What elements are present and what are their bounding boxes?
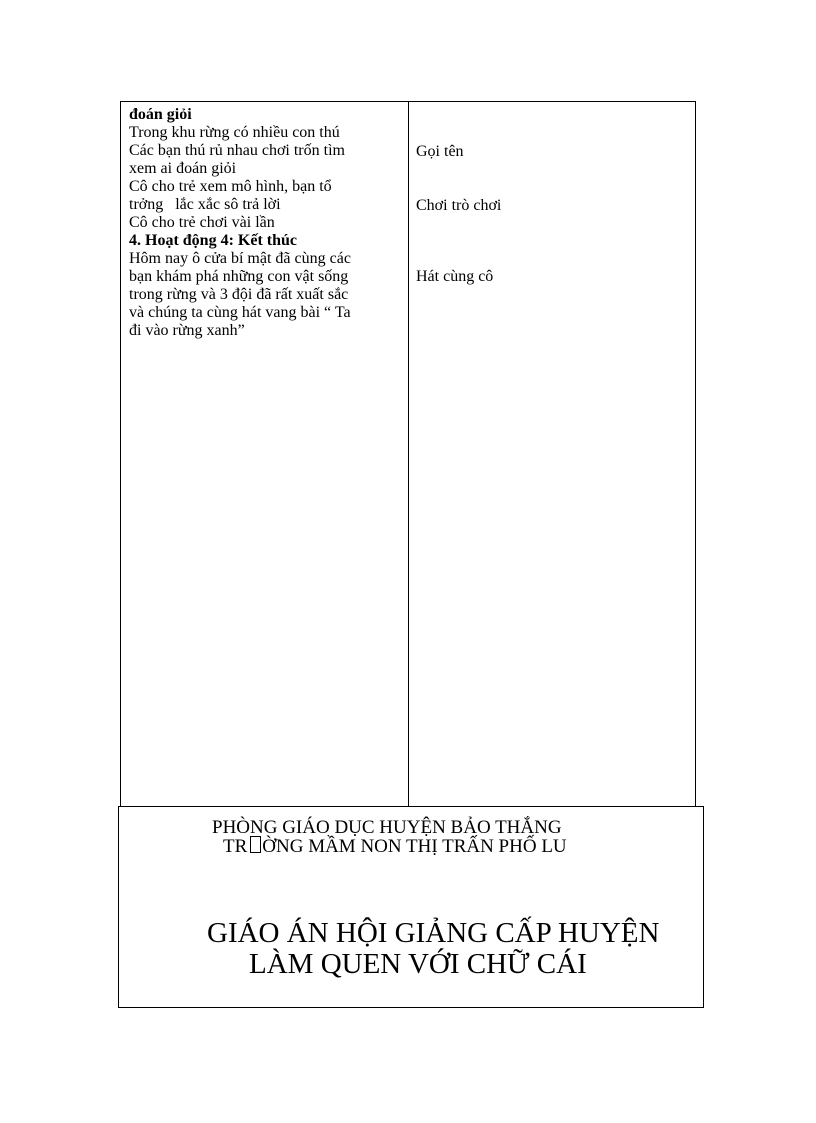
activity-line: và chúng ta cùng hát vang bài “ Ta xyxy=(129,304,351,321)
activity-line: Cô cho trẻ xem mô hình, bạn tổ xyxy=(129,178,332,195)
activity-line: trởng lắc xắc sô trả lời xyxy=(129,196,281,213)
activity-heading: 4. Hoạt động 4: Kết thúc xyxy=(129,232,297,249)
lesson-plan-title: GIÁO ÁN HỘI GIẢNG CẤP HUYỆN xyxy=(207,917,660,949)
school-name xyxy=(223,836,567,858)
activity-line: Hôm nay ô cửa bí mật đã cùng các xyxy=(129,250,351,267)
school-name-rest: ỜNG MẦM NON THỊ TRẤN PHỐ LU xyxy=(262,836,567,857)
activity-line: xem ai đoán giỏi xyxy=(129,160,237,177)
missing-glyph-box xyxy=(250,836,261,853)
activity-line: bạn khám phá những con vật sống xyxy=(129,268,349,285)
activity-line: Trong khu rừng có nhiều con thú xyxy=(129,124,340,141)
activity-column xyxy=(129,106,401,340)
activity-line: đi vào rừng xanh” xyxy=(129,322,245,339)
child-activity: Chơi trò chơi xyxy=(416,197,502,214)
department-name: PHÒNG GIÁO DỤC HUYỆN BẢO THẮNG xyxy=(212,817,562,838)
lesson-table xyxy=(120,101,696,807)
school-name-prefix: TR xyxy=(223,836,248,857)
activity-line: Các bạn thú rủ nhau chơi trốn tìm xyxy=(129,142,345,159)
activity-line: đoán giỏi xyxy=(129,106,192,123)
activity-line: Cô cho trẻ chơi vài lần xyxy=(129,214,275,231)
lesson-plan-subtitle: LÀM QUEN VỚI CHỮ CÁI xyxy=(249,948,587,980)
child-activity: Gọi tên xyxy=(416,143,464,160)
child-activity: Hát cùng cô xyxy=(416,268,494,285)
activity-line: trong rừng và 3 đội đã rất xuất sắc xyxy=(129,286,349,303)
column-divider xyxy=(408,102,409,806)
cover-box xyxy=(118,806,704,1008)
